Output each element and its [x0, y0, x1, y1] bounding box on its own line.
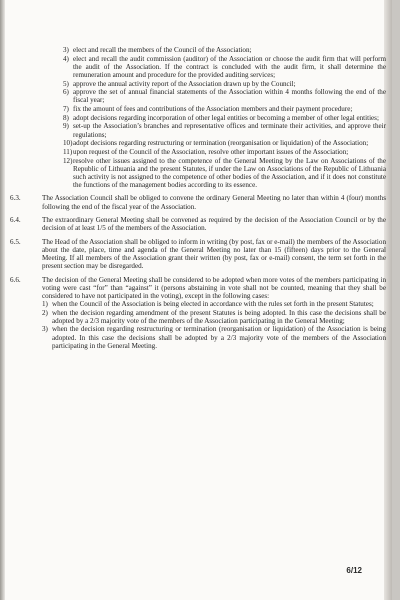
competence-list: [63, 46, 386, 189]
list-item-number: 11): [63, 147, 73, 156]
document-body: [10, 46, 386, 350]
list-item: [63, 80, 386, 88]
list-item: [63, 114, 386, 122]
list-item: [63, 122, 386, 138]
list-item-number: 12): [63, 156, 73, 165]
section-number: 6.6.: [10, 275, 21, 284]
list-item-number: 3): [42, 325, 48, 334]
list-item-text: set-up the Association’s branches and representative offices and terminate their activities, and approve their regulations;: [73, 122, 386, 139]
section-text: The Association Council shall be obliged to convene the ordinary General Meeting no later than within 4 (four) months following the end of the fiscal year of the Association.: [42, 194, 386, 211]
list-item-text: approve the annual activity report of the Association drawn up by the Council;: [73, 79, 296, 88]
section-6-6: [10, 276, 386, 351]
list-item: [63, 88, 386, 104]
list-item-number: 8): [63, 113, 69, 122]
list-item: [42, 309, 386, 325]
list-item-text: elect and recall the members of the Council of the Association;: [73, 46, 252, 54]
list-item: [63, 105, 386, 113]
list-item: [42, 300, 386, 308]
exception-list: [42, 300, 386, 350]
list-item-text: when the decision regarding amendment of the present Statutes is being adopted. In this case the decisions shall be adopted by a 2/3 majority vote of the members of the Association participating in the General Meeting;: [52, 308, 386, 325]
section-6-4: [10, 216, 386, 232]
section-number: 6.5.: [10, 237, 21, 246]
section-body: [42, 276, 386, 351]
list-item-text: adopt decisions regarding incorporation of other legal entities or becoming a member of other legal entities;: [73, 113, 379, 122]
section-6-5: [10, 238, 386, 270]
list-item-text: resolve other issues assigned to the competence of the General Meeting by the Law on Associations of the Republic of Lithuania and the present Statutes, if under the Law on Associations of the Republic of Lithuania such activity is not assigned to the competence of other bodies of the Association, and if it does not constitute the functions of the management bodies according to its essence.: [73, 156, 386, 189]
list-item-number: 9): [63, 122, 69, 131]
list-item: [63, 157, 386, 189]
list-item-number: 7): [63, 105, 69, 114]
list-item-text: fix the amount of fees and contributions of the Association members and their payment procedure;: [73, 105, 353, 114]
page-number: 6/12: [346, 566, 362, 575]
list-item-text: when the Council of the Association is being elected in accordance with the rules set forth in the present Statutes;: [52, 299, 374, 308]
list-item-number: 5): [63, 79, 69, 88]
section-text: The Head of the Association shall be obliged to inform in writing (by post, fax or e-mail) the members of the Association about the date, place, time and agenda of the General Meeting no later than 15 (fifteen) days prior to the General Meeting. If all members of the Association grant their written (by post, fax or e-mail) consent, the term set forth in the present section may be disregarded.: [42, 237, 386, 271]
list-item-text: when the decision regarding restructuring or termination (reorganisation or liquidation) of the Association is being adopted. In this case the decisions shall be adopted by a 2/3 majority vote of the members of the Association participating in the General Meeting.: [52, 325, 386, 350]
section-number: 6.4.: [10, 216, 21, 225]
list-item: [63, 55, 386, 79]
list-item-text: elect and recall the audit commission (auditor) of the Association or choose the audit firm that will perform the audit of the Association. If the contract is concluded with the audit firm, it shall determine the remuneration amount and procedure for the provided auditing services;: [73, 54, 386, 79]
list-item-number: 2): [42, 308, 48, 317]
list-item: [63, 139, 386, 147]
list-item-number: 6): [63, 88, 69, 97]
section-6-3: [10, 194, 386, 210]
list-item-number: 1): [42, 299, 48, 308]
list-item-text: adopt decisions regarding restructuring or termination (reorganisation or liquidation) of the Association;: [73, 139, 369, 148]
list-item: [63, 46, 386, 54]
section-text: The decision of the General Meeting shall be considered to be adopted when more votes of the members participating in voting were cast “for” than “against” it (persons abstaining in vote shall not be counted, meaning that they shall be considered to have not participated in the voting), except in the following cases:: [42, 275, 386, 300]
list-item-number: 3): [63, 46, 69, 54]
list-item: [63, 148, 386, 156]
page-edge-shadow: [0, 0, 5, 600]
list-item-text: upon request of the Council of the Association, resolve other important issues of the Association;: [73, 147, 349, 156]
list-item-number: 4): [63, 54, 69, 63]
list-item: [42, 325, 386, 349]
list-item-text: approve the set of annual financial statements of the Association within 4 months following the end of the fiscal year;: [73, 88, 386, 105]
section-text: The extraordinary General Meeting shall be convened as required by the decision of the Association Council or by the decision of at least 1/5 of the members of the Association.: [42, 216, 386, 233]
list-item-number: 10): [63, 139, 73, 148]
section-number: 6.3.: [10, 194, 21, 203]
